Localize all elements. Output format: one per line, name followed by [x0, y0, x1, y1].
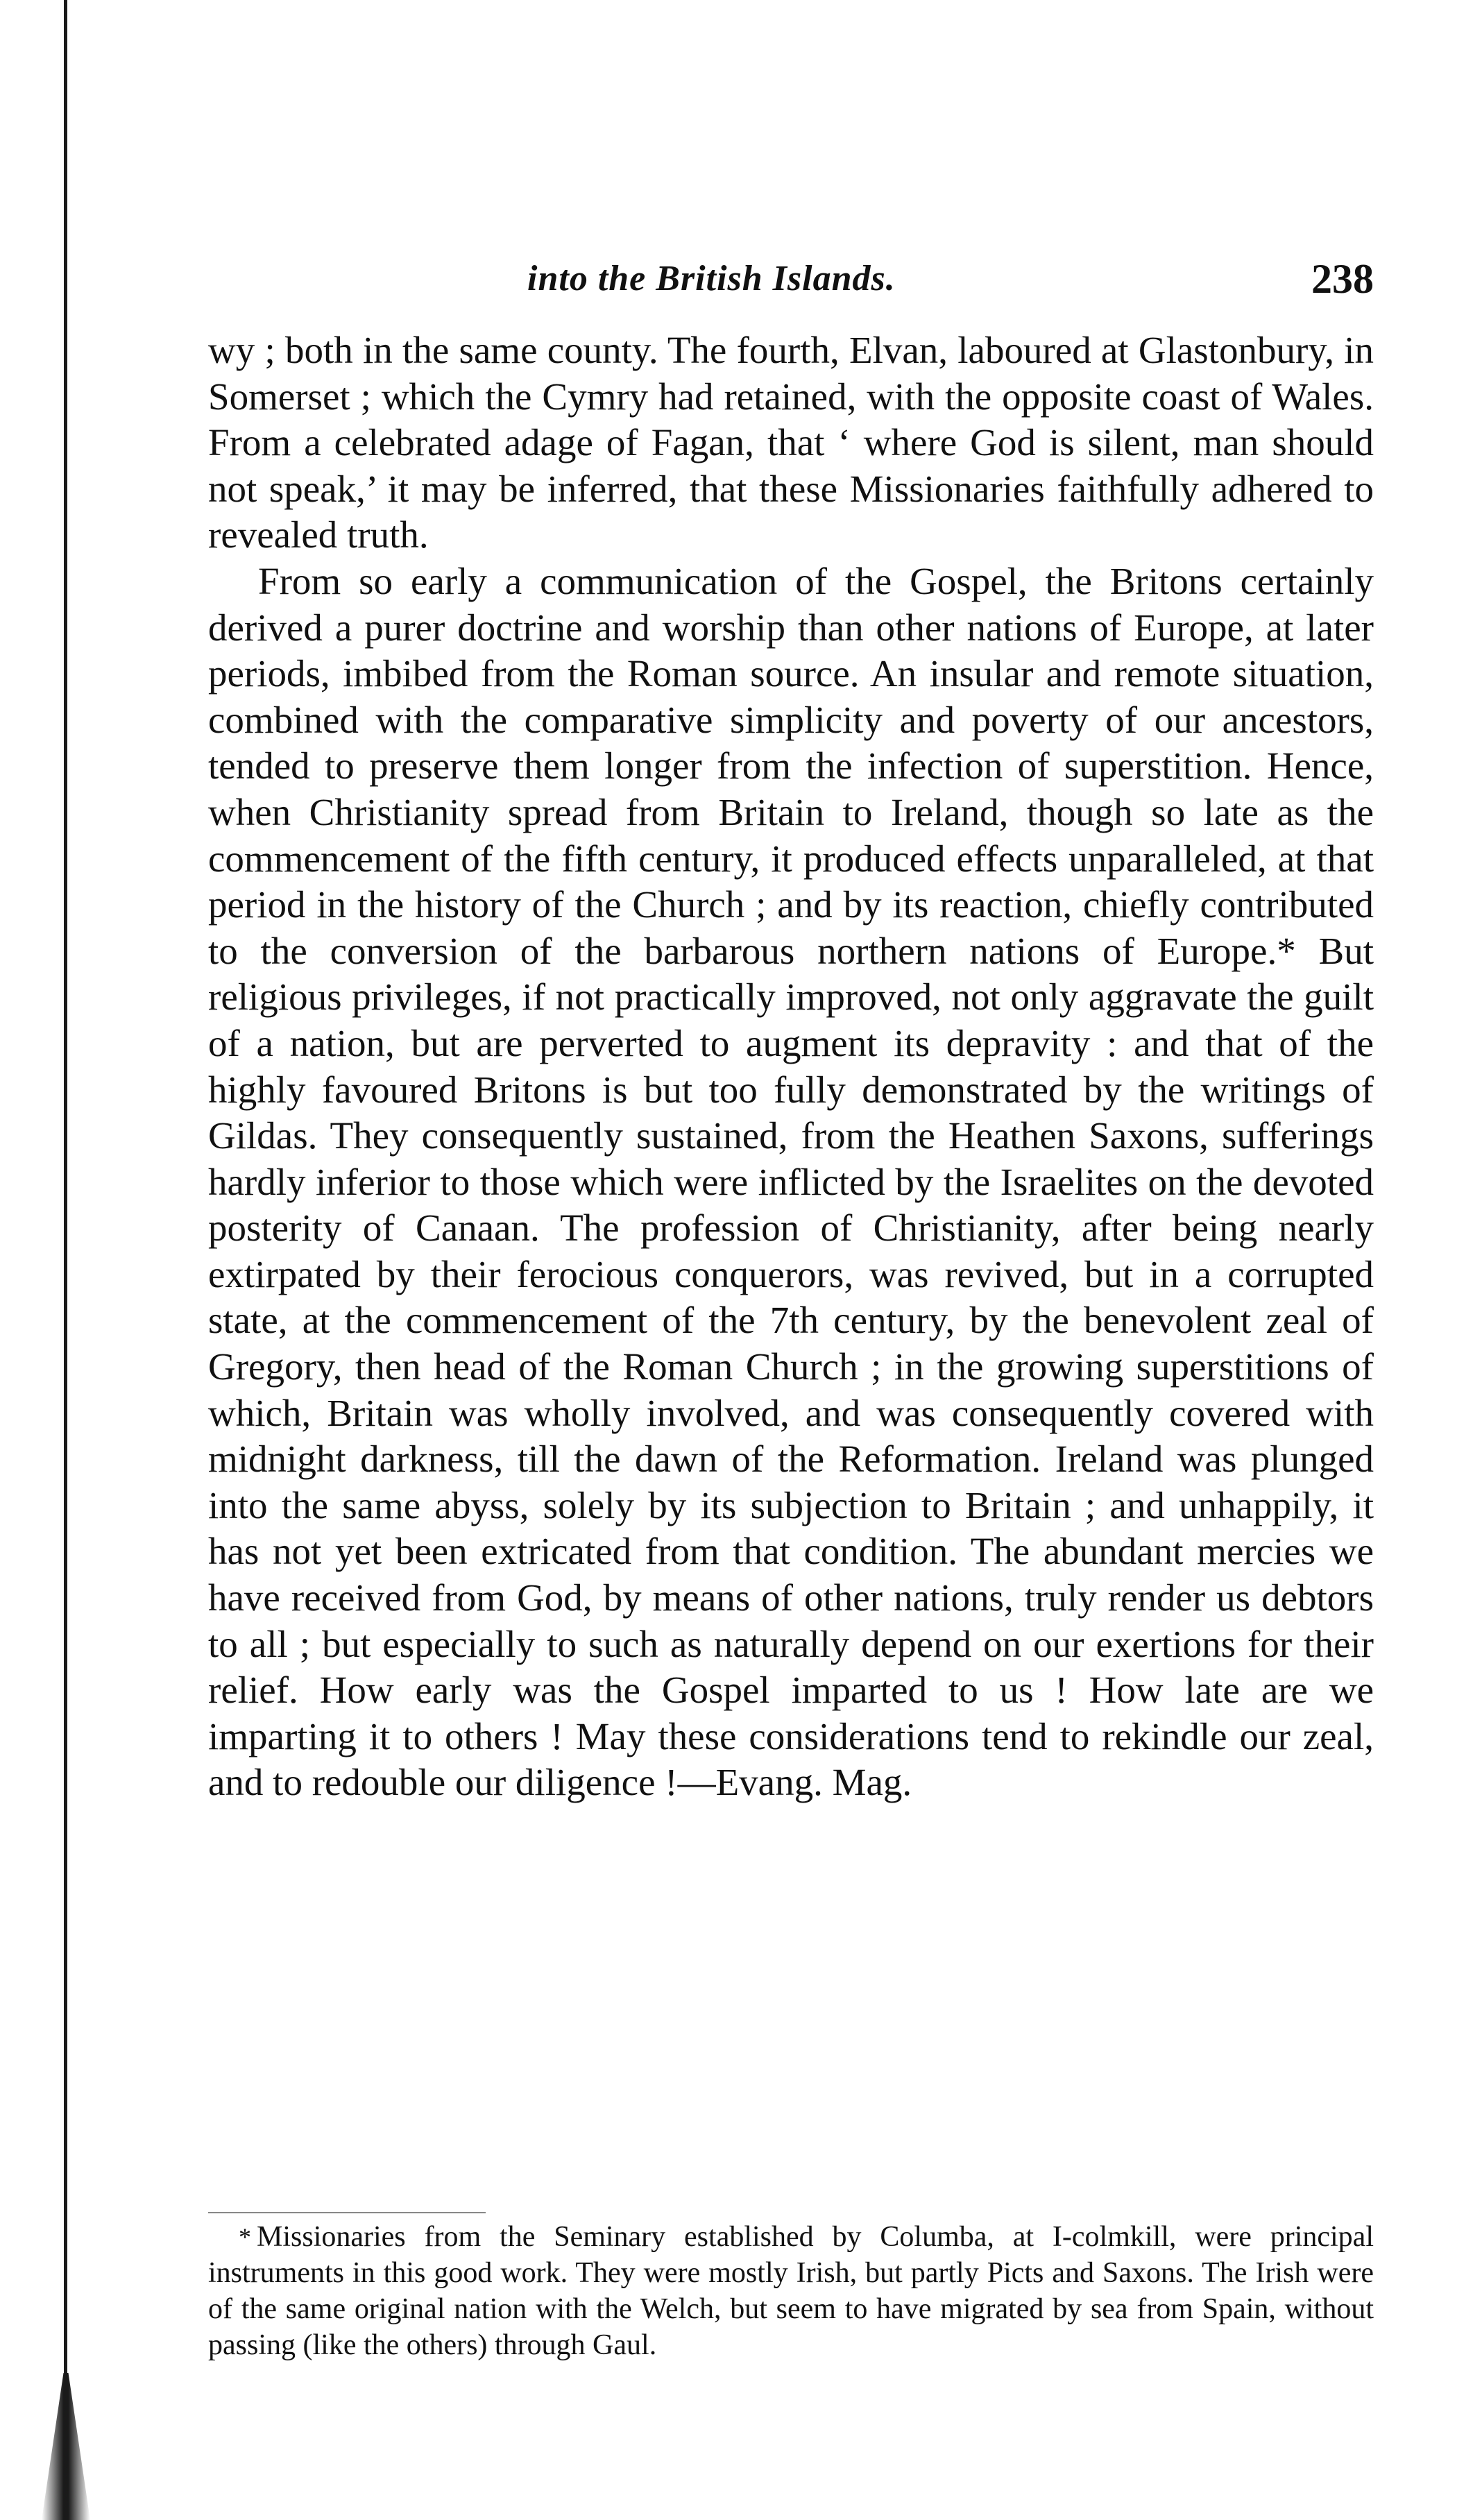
running-head: into the British Islands.	[527, 259, 896, 298]
book-spine-foot	[42, 2373, 90, 2520]
footnote	[208, 2219, 1374, 2363]
footnote-divider	[208, 2212, 486, 2213]
page-number: 238	[1311, 256, 1374, 302]
paragraph-1: wy ; both in the same county. The fourth, Elvan, laboured at Glastonbury, in Somerset ; which the Cymry had retained, with the opposite coast of Wales. From a celebrated adage of Fagan, that ‘ where God is silent, man should not speak,’ it may be inferred, that these Missionaries faithfully adhered to revealed truth.	[208, 329, 1374, 556]
main-text	[208, 327, 1374, 1806]
footnote-marker: *	[239, 2223, 251, 2251]
book-spine-shadow	[64, 0, 67, 2470]
page-header	[208, 258, 1374, 314]
footnote-text: Missionaries from the Seminary established by Columba, at I-colmkill, were principal instruments in this good work. They were mostly Irish, but partly Picts and Saxons. The Irish were of the same original nation with the Welch, but seem to have migrated by sea from Spain, without passing (like the others) through Gaul.	[208, 2221, 1374, 2361]
paragraph-2: From so early a communication of the Gospel, the Britons certainly derived a purer doctrine and worship than other nations of Europe, at later periods, imbibed from the Roman source. An insular and remote situation, combined with the comparative simplicity and poverty of our ancestors, tended to preserve them longer from the infection of superstition. Hence, when Christianity spread from Britain to Ireland, though so late as the commencement of the fifth century, it produced effects unparalleled, at that period in the history of the Church ; and by its reaction, chiefly contributed to the conversion of the barbarous northern nations of Europe.* But religious privileges, if not practically improved, not only aggravate the guilt of a nation, but are perverted to augment its depravity : and that of the highly favoured Britons is but too fully demonstrated by the writings of Gildas. They consequently sustained, from the Heathen Saxons, sufferings hardly inferior to those which were inflicted by the Israelites on the devoted posterity of Canaan. The profession of Christianity, after being nearly extirpated by their ferocious conquerors, was revived, but in a corrupted state, at the commencement of the 7th century, by the benevolent zeal of Gregory, then head of the Roman Church ; in the growing superstitions of which, Britain was wholly involved, and was consequently covered with midnight darkness, till the dawn of the Reformation. Ireland was plunged into the same abyss, solely by its subjection to Britain ; and unhappily, it has not yet been extricated from that condition. The abundant mercies we have received from God, by means of other nations, truly render us debtors to all ; but especially to such as naturally depend on our exertions for their relief. How early was the Gospel imparted to us ! How late are we imparting it to others ! May these considerations tend to rekindle our zeal, and to redouble our diligence !—Evang. Mag.	[208, 559, 1374, 1804]
